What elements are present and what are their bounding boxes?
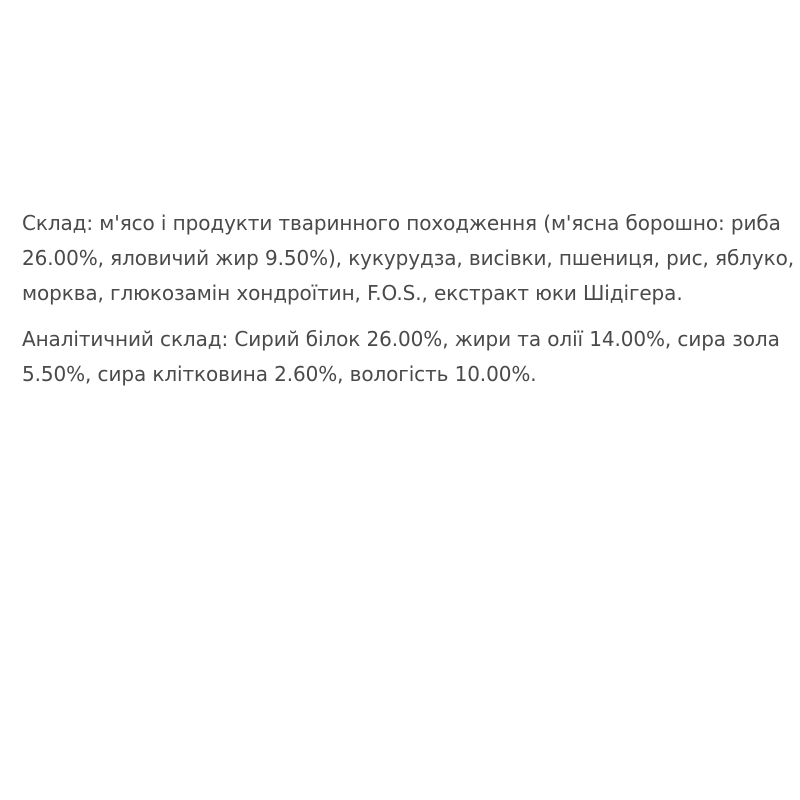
composition-paragraph: Склад: м'ясо і продукти тваринного походження (м'ясна борошно: риба 26.00%, яловичий жир 9.50%), кукурудза, висівки, пшениця, рис, яблуко, морква, глюкозамін хондроїтин, F.O.S., екстракт юки Шідігера. [22, 211, 794, 305]
analysis-paragraph: Аналітичний склад: Сирий білок 26.00%, жири та олії 14.00%, сира зола 5.50%, сира клітковина 2.60%, вологість 10.00%. [22, 327, 780, 386]
product-description [22, 206, 794, 392]
